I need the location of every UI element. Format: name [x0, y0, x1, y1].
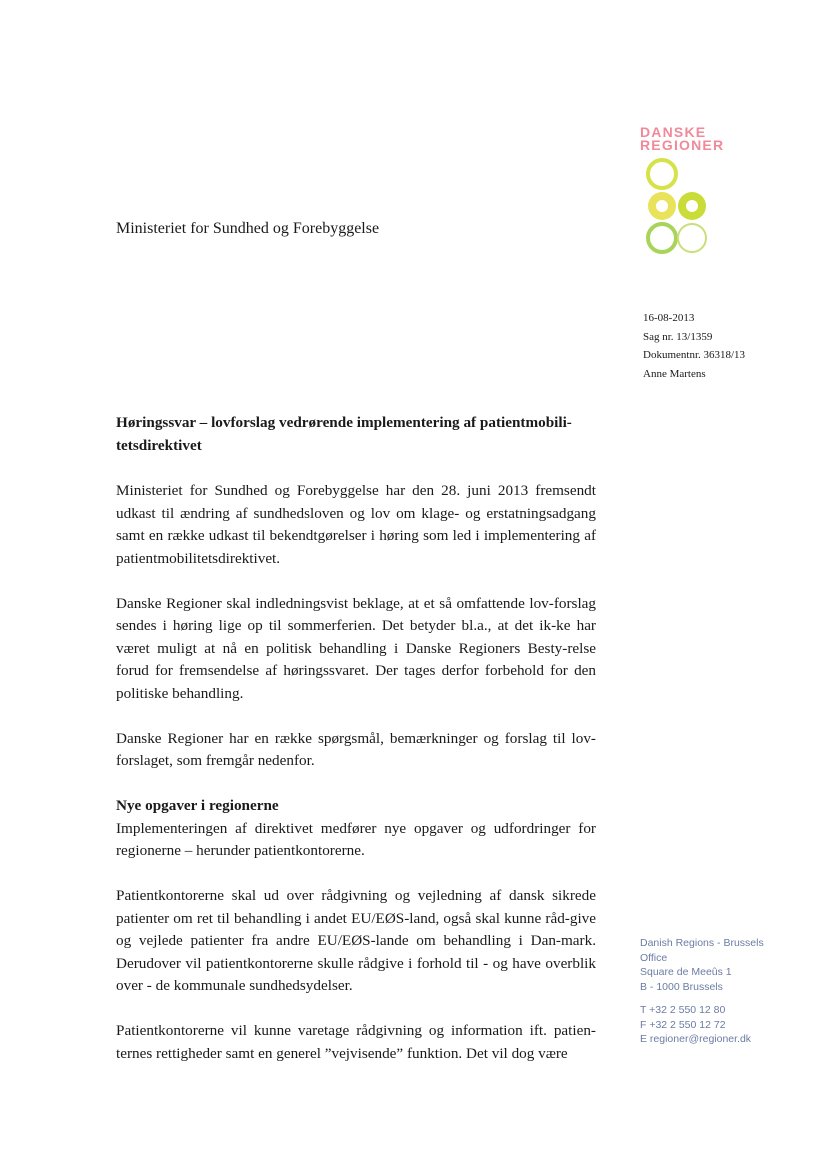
logo-line-1: DANSKE: [640, 124, 707, 140]
address-line-3: Square de Meeûs 1: [640, 966, 732, 978]
paragraph-1: Ministeriet for Sundhed og Forebyggelse har den 28. juni 2013 fremsendt udkast til ændring af sundhedsloven og lov om klage- og erstatningsadgang samt en række udkast til bekendtgørelser i høring som led i implementering af patientmobilitetsdirektivet.: [116, 482, 596, 567]
address-email: E regioner@regioner.dk: [640, 1033, 752, 1045]
letter-body: [116, 412, 596, 1088]
danske-regioner-logo: [640, 124, 725, 256]
address-phone: T +32 2 550 12 80: [640, 1004, 726, 1016]
document-meta: [643, 309, 745, 383]
address-fax: F +32 2 550 12 72: [640, 1018, 726, 1031]
logo-circles-icon: [640, 156, 720, 256]
paragraph-3: Danske Regioner har en række spørgsmål, bemærkninger og forslag til lov-forslaget, som fremgår nedenfor.: [116, 729, 596, 769]
address-line-4: B - 1000 Brussels: [640, 980, 723, 993]
letter-heading: Høringssvar – lovforslag vedrørende implementering af patientmobili- tetsdirektivet: [116, 414, 572, 454]
section-subheading: Nye opgaver i regionerne: [116, 797, 279, 814]
meta-case-number: Sag nr. 13/1359: [643, 330, 713, 343]
paragraph-4: Implementeringen af direktivet medfører nye opgaver og udfordringer for regionerne – herunder patientkontorerne.: [116, 819, 596, 859]
meta-date: 16-08-2013: [643, 312, 695, 324]
paragraph-6: Patientkontorerne vil kunne varetage rådgivning og information ift. patien-ternes rettigheder samt en generel ”vejvisende” funktion. Det vil dog være: [116, 1022, 596, 1062]
office-address: [640, 936, 764, 1047]
paragraph-2: Danske Regioner skal indledningsvist beklage, at et så omfattende lov-forslag sendes i høring lige op til sommerferien. Det betyder bl.a., at det ik-ke har været muligt at nå en politisk behandling i Danske Regioners Besty-relse forud for fremsendelse af høringssvaret. Der tages derfor forbehold for den politiske behandling.: [116, 594, 596, 702]
paragraph-5: Patientkontorerne skal ud over rådgivning og vejledning af dansk sikrede patienter om ret til behandling i andet EU/EØS-land, også skal kunne råd-give og vejlede patienter fra andre EU/EØS-lande om behandling i Dan-mark. Derudover vil patientkontorerne skulle rådgive i forhold til - og have overblik over - de kommunale sundhedsydelser.: [116, 887, 596, 994]
address-spacer: [640, 994, 764, 1003]
recipient: Ministeriet for Sundhed og Forebyggelse: [116, 220, 380, 237]
logo-wordmark: [640, 124, 725, 153]
logo-line-2: REGIONER: [640, 137, 725, 153]
meta-author: Anne Martens: [643, 367, 706, 380]
address-line-2: Office: [640, 951, 668, 964]
address-line-1: Danish Regions - Brussels: [640, 937, 764, 949]
meta-document-number: Dokumentnr. 36318/13: [643, 349, 746, 361]
